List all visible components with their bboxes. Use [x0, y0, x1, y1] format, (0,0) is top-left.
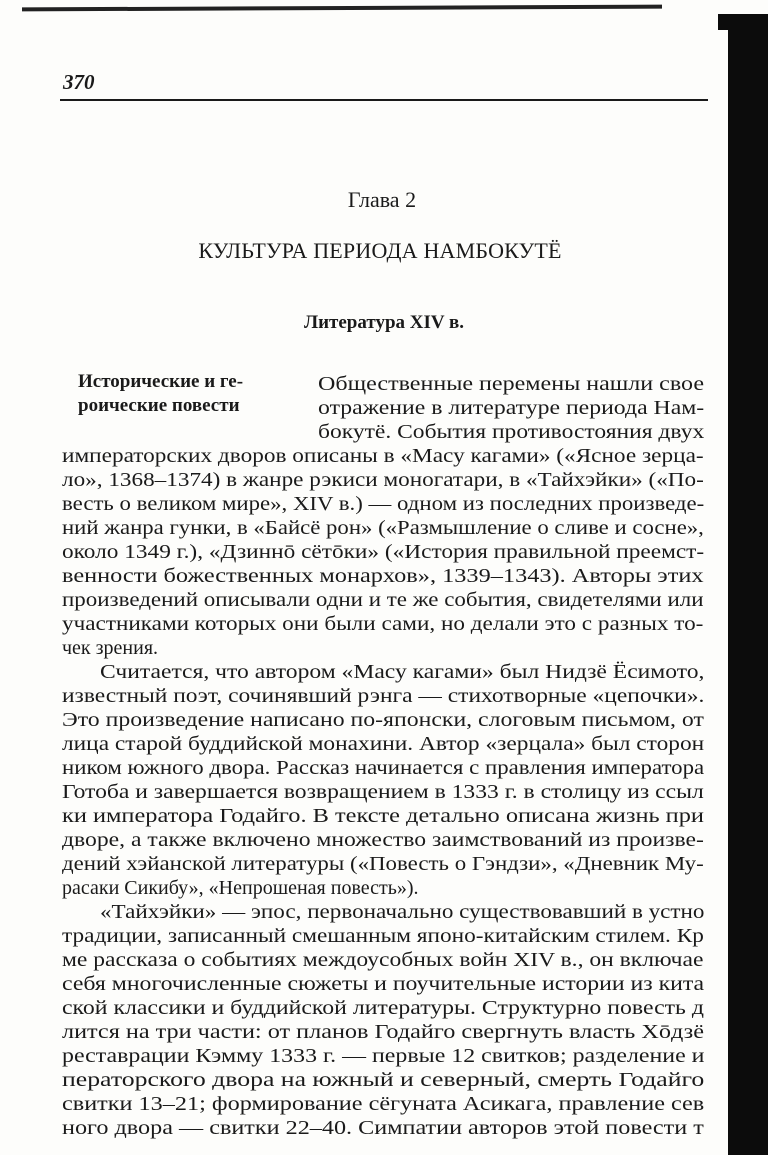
- scan-dark-margin: [728, 14, 768, 1155]
- text-line: свитки 13–21; формирование сёгуната Асикага, правление сев: [62, 1093, 705, 1115]
- text-line: расаки Сикибу», «Непрошеная повесть»).: [62, 877, 419, 899]
- text-line: венности божественных монархов», 1339–1343). Авторы этих: [62, 565, 704, 587]
- text-line: участниками которых они были сами, но делали это с разных то-: [62, 613, 704, 635]
- text-line: Готоба и завершается возвращением в 1333 г. в столицу из ссыл: [62, 781, 704, 803]
- text-line: ки императора Годайго. В тексте детально описана жизнь при: [62, 805, 704, 827]
- text-line: ской классики и буддийской литературы. Структурно повесть д: [62, 997, 704, 1019]
- text-line: ме рассказа о событиях междоусобных войн XIV в., он включае: [62, 949, 704, 971]
- header-rule: [60, 99, 708, 101]
- side-heading-line: Исторические и ге-: [78, 371, 244, 392]
- text-line: около 1349 г.), «Дзиннō сётōки» («История правильной преемст-: [62, 541, 705, 563]
- text-line: традиции, записанный смешанным японо-китайским стилем. Кр: [62, 925, 704, 947]
- side-heading: [78, 370, 288, 418]
- text-line: чек зрения.: [62, 637, 159, 659]
- page-number: 370: [63, 70, 95, 94]
- chapter-title: КУЛЬТУРА ПЕРИОДА НАМБОКУТЁ: [198, 238, 562, 263]
- text-line: отражение в литературе периода Нам-: [318, 397, 705, 419]
- text-line: «Тайхэйки» — эпос, первоначально существовавший в устно: [100, 901, 705, 923]
- text-line: Это произведение написано по-японски, слоговым письмом, от: [62, 709, 704, 731]
- text-line: императорских дворов описаны в «Масу кагами» («Ясное зерца-: [62, 445, 704, 467]
- scan-dark-margin-notch: [718, 14, 732, 30]
- text-line: лится на три части: от планов Годайго свергнуть власть Хōдзё: [62, 1021, 704, 1043]
- text-line: Считается, что автором «Масу кагами» был Нидзё Ёсимото,: [100, 661, 705, 683]
- text-line: дворе, а также включено множество заимствований из произве-: [62, 829, 704, 851]
- chapter-label: Глава 2: [347, 187, 417, 212]
- text-line: лица старой буддийской монахини. Автор «зерцала» был сторон: [62, 733, 705, 755]
- text-line: ло», 1368–1374) в жанре рэкиси моногатари, в «Тайхэйки» («По-: [62, 469, 704, 491]
- text-line: известный поэт, сочинявший рэнга — стихотворные «цепочки».: [62, 685, 705, 707]
- text-line: ний жанра гунки, в «Байсё рон» («Размышление о сливе и сосне»,: [62, 517, 704, 539]
- text-line: ператорского двора на южный и северный, смерть Годайго: [62, 1069, 705, 1091]
- scan-top-edge-rule: [22, 5, 662, 12]
- text-line: дений хэйанской литературы («Повесть о Гэндзи», «Дневник Му-: [62, 853, 704, 875]
- text-line: весть о великом мире», XIV в.) — одном из последних произведе-: [62, 493, 705, 515]
- text-line: Общественные перемены нашли свое: [318, 373, 705, 395]
- text-line: себя многочисленные сюжеты и поучительные истории из кита: [62, 973, 705, 995]
- text-line: ником южного двора. Рассказ начинается с правления императора: [62, 757, 705, 779]
- section-heading: Литература XIV в.: [303, 312, 465, 333]
- text-line: произведений описывали одни и те же события, свидетелями или: [62, 589, 704, 611]
- side-heading-line: роические повести: [78, 395, 240, 416]
- text-line: ного двора — свитки 22–40. Симпатии авторов этой повести т: [62, 1117, 704, 1139]
- text-line: бокутё. События противостояния двух: [318, 421, 705, 443]
- text-line: реставрации Кэмму 1333 г. — первые 12 свитков; разделение и: [62, 1045, 705, 1067]
